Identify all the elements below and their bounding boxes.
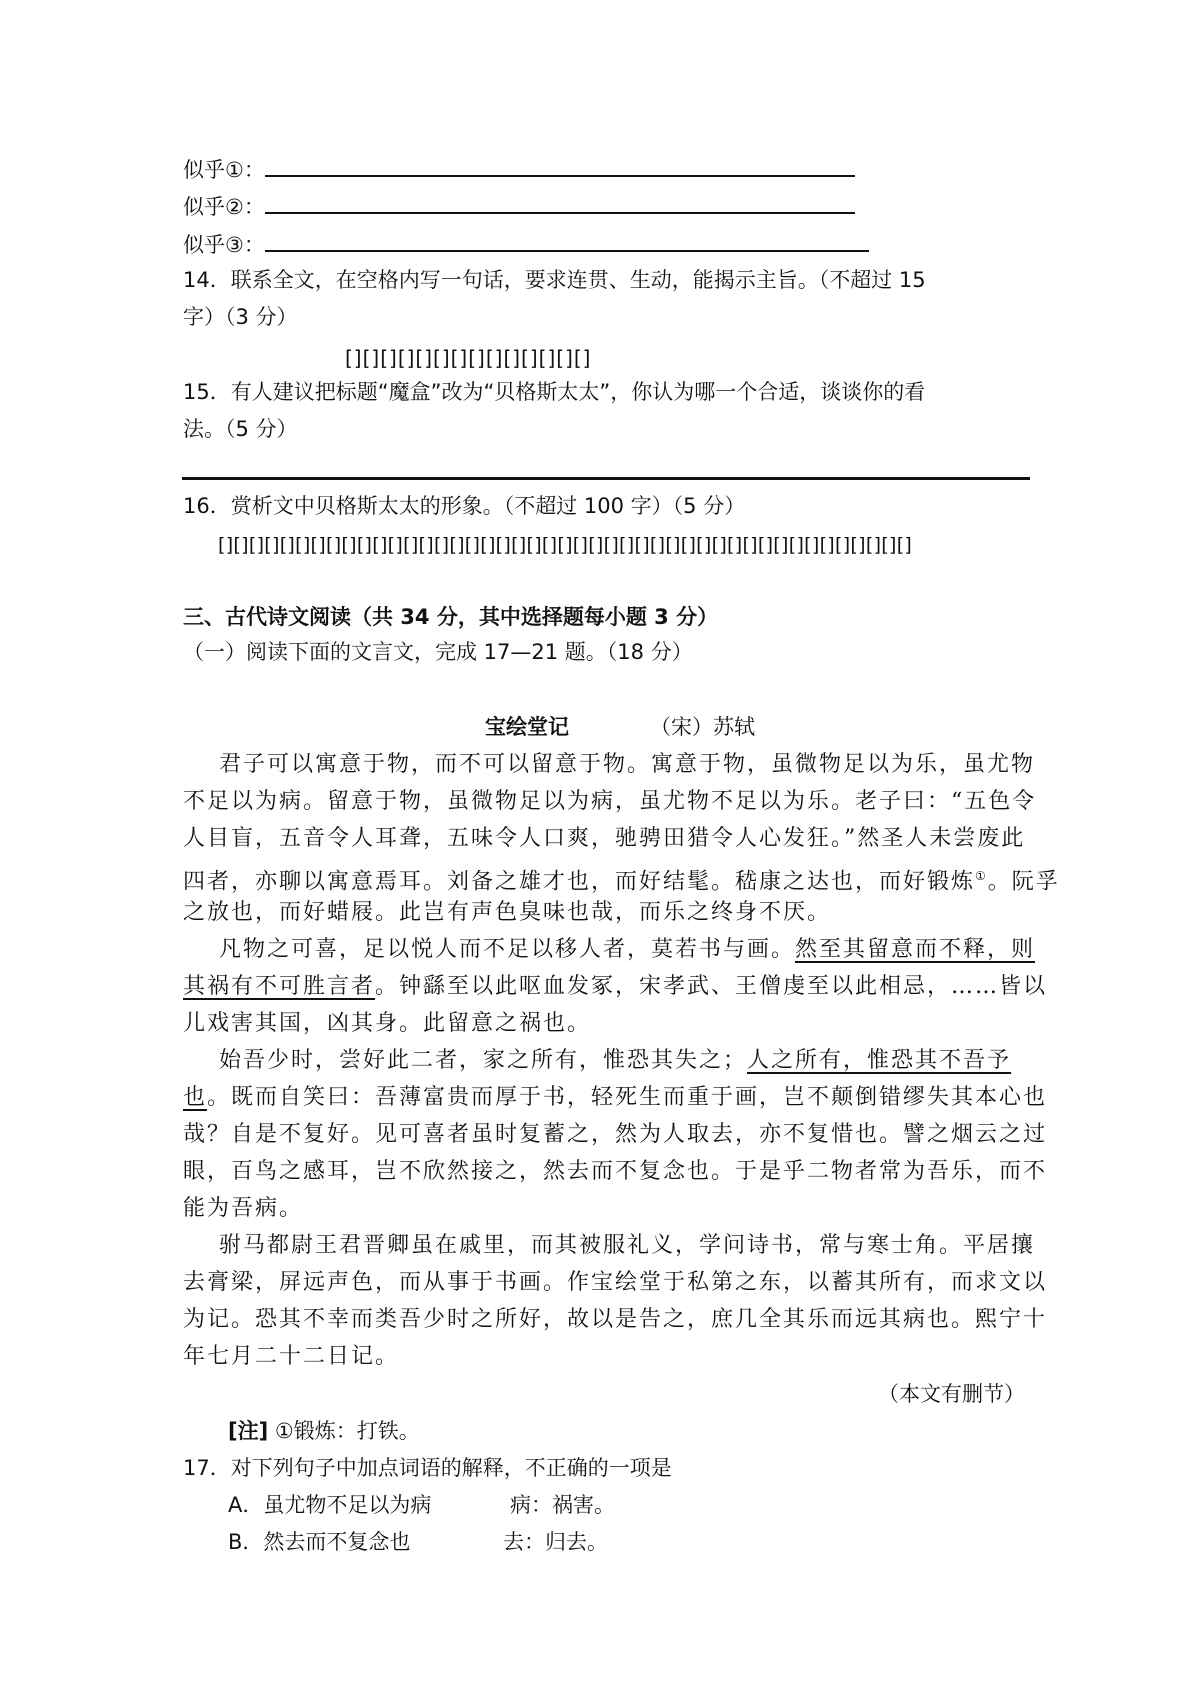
article-author: （宋）苏轼	[650, 715, 755, 739]
q17-stem: 17．对下列句子中加点词语的解释，不正确的一项是	[183, 1456, 672, 1480]
p1-line1: 君子可以寓意于物，而不可以留意于物。寓意于物，虽微物足以为乐，虽尤物	[219, 752, 1036, 777]
seem-line-1	[183, 155, 855, 185]
p4-line2: 去膏梁，屏远声色，而从事于书画。作宝绘堂于私第之东，以蓄其所有，而求文以	[183, 1270, 1048, 1295]
section-3-subheading: （一）阅读下面的文言文，完成 17—21 题。（18 分）	[183, 640, 693, 664]
p3-line2-text: 。既而自笑曰：吾薄富贵而厚于书，轻死生而重于画，岂不颠倒错缪失其本心也	[207, 1085, 1048, 1110]
p3-underlined-2: 也	[183, 1085, 208, 1110]
answer-blank-1[interactable]	[265, 157, 855, 177]
answer-blank-2[interactable]	[265, 194, 855, 214]
annotation-label: [注]	[228, 1419, 269, 1443]
p2-line2	[183, 972, 1047, 1002]
q15-stem-line1: 15．有人建议把标题“魔盒”改为“贝格斯太太”，你认为哪一个合适，谈谈你的看	[183, 380, 926, 404]
p3-line4: 眼，百鸟之感耳，岂不欣然接之，然去而不复念也。于是乎二物者常为吾乐，而不	[183, 1159, 1048, 1184]
q14-stem-line2: 字）（3 分）	[183, 305, 298, 329]
q15-stem-line2: 法。（5 分）	[183, 417, 298, 441]
seem-label-1: 似乎①：	[183, 158, 265, 182]
p3-underlined-1: 人之所有，惟恐其不吾予	[747, 1048, 1012, 1073]
p4-line4: 年七月二十二日记。	[183, 1344, 400, 1369]
footnote-marker: ①	[975, 869, 988, 883]
q16-answer-boxes[interactable]: [][][][][][][][][][][][][][][][][][][][][][][][][][][][][][][][][][][][][][][][][][][][][]	[218, 534, 913, 556]
seem-label-3: 似乎③：	[183, 233, 265, 257]
p1-line2: 不足以为病。留意于物，虽微物足以为病，虽尤物不足以为乐。老子曰：“五色令	[183, 789, 1037, 814]
q15-answer-line[interactable]	[182, 477, 1030, 480]
p3-line1-text: 始吾少时，尝好此二者，家之所有，惟恐其失之；	[219, 1048, 748, 1073]
q16-stem: 16．赏析文中贝格斯太太的形象。（不超过 100 字）（5 分）	[183, 494, 746, 518]
q14-answer-boxes[interactable]: [][][][][][][][][][][][][][]	[345, 346, 592, 370]
seem-line-2	[183, 192, 855, 222]
p2-line3: 儿戏害其国，凶其身。此留意之祸也。	[183, 1011, 592, 1036]
p2-line2-text: 。钟繇至以此呕血发冢，宋孝武、王僧虔至以此相忌，……皆以	[375, 974, 1048, 999]
p2-underlined-2: 其祸有不可胜言者	[183, 974, 376, 999]
q17-option-b-gloss: 去：归去。	[503, 1530, 608, 1554]
abridged-note: （本文有删节）	[878, 1382, 1025, 1406]
q17-option-b[interactable]	[228, 1527, 608, 1557]
p4-line3: 为记。恐其不幸而类吾少时之所好，故以是告之，庶几全其乐而远其病也。熙宁十	[183, 1307, 1048, 1332]
annotation-text: ①锻炼：打铁。	[268, 1419, 420, 1443]
annotation	[228, 1416, 420, 1446]
p4-line1: 驸马都尉王君晋卿虽在戚里，而其被服礼义，学问诗书，常与寒士角。平居攘	[219, 1233, 1036, 1258]
p1-line4-text: 四者，亦聊以寓意焉耳。刘备之雄才也，而好结髦。嵇康之达也，而好锻炼	[183, 869, 976, 895]
q14-stem-line1: 14．联系全文，在空格内写一句话，要求连贯、生动，能揭示主旨。（不超过 15	[183, 268, 926, 292]
p1-line3: 人目盲，五音令人耳聋，五味令人口爽，驰骋田猎令人心发狂。”然圣人未尝废此	[183, 826, 1026, 851]
q17-option-a-gloss: 病：祸害。	[510, 1493, 615, 1517]
p1-line4-tail: 。阮孚	[987, 869, 1060, 895]
p1-line5: 之放也，而好蜡屐。此岂有声色臭味也哉，而乐之终身不厌。	[183, 900, 832, 925]
seem-label-2: 似乎②：	[183, 195, 265, 219]
p2-underlined-1: 然至其留意而不释，则	[795, 937, 1036, 962]
p3-line3: 哉？自是不复好。见可喜者虽时复蓄之，然为人取去，亦不复惜也。譬之烟云之过	[183, 1122, 1048, 1147]
p1-line4	[183, 861, 1060, 897]
p2-line1	[219, 935, 1035, 965]
seem-line-3	[183, 230, 869, 260]
p3-line2	[183, 1083, 1047, 1113]
p3-line5: 能为吾病。	[183, 1196, 304, 1221]
q17-option-b-sentence: B．然去而不复念也	[228, 1530, 411, 1554]
p3-line1	[219, 1046, 1011, 1076]
p2-line1-text: 凡物之可喜，足以悦人而不足以移人者，莫若书与画。	[219, 937, 796, 962]
article-title: 宝绘堂记	[485, 715, 569, 739]
q17-option-a[interactable]	[228, 1490, 615, 1520]
answer-blank-3[interactable]	[265, 232, 869, 252]
q17-option-a-sentence: A．虽尤物不足以为病	[228, 1493, 432, 1517]
section-3-heading: 三、古代诗文阅读（共 34 分，其中选择题每小题 3 分）	[183, 605, 719, 629]
